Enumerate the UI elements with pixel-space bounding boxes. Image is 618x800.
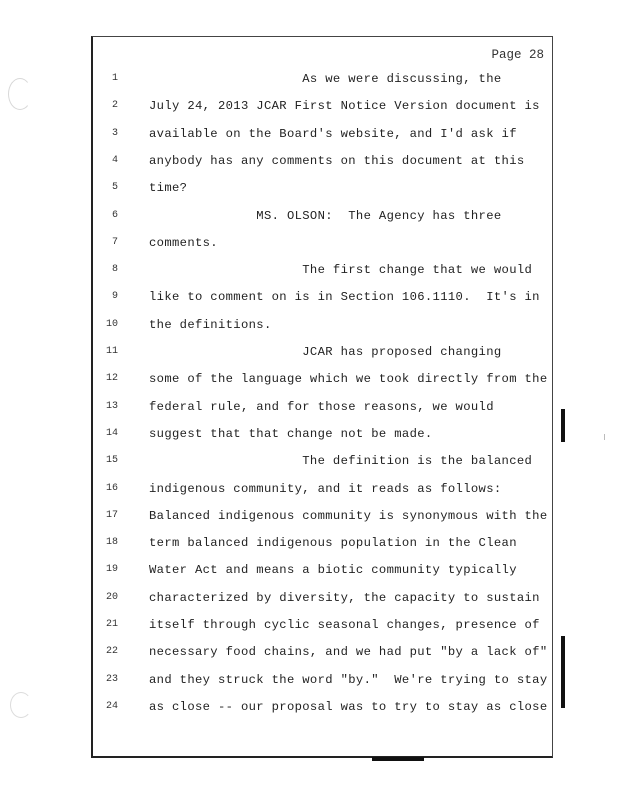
line-number: 10: [105, 318, 118, 330]
transcript-line: federal rule, and for those reasons, we would: [149, 399, 494, 414]
margin-bar-right-lower: [561, 636, 565, 708]
transcript-line: indigenous community, and it reads as follows:: [149, 481, 502, 496]
line-number: 15: [105, 455, 118, 467]
transcript-line: time?: [149, 181, 188, 196]
right-edge-dot: [604, 434, 605, 440]
line-number: 12: [105, 373, 118, 385]
transcript-line: term balanced indigenous population in the Clean: [149, 536, 517, 551]
scan-artifact-bottom-left: [10, 692, 32, 718]
transcript-line: available on the Board's website, and I'd ask if: [149, 126, 517, 141]
transcript-line: the definitions.: [149, 317, 272, 332]
transcript-line: As we were discussing, the: [149, 72, 502, 86]
line-number: 16: [105, 482, 118, 494]
transcript-line: Water Act and means a biotic community typically: [149, 563, 517, 578]
line-number: 14: [105, 427, 118, 439]
transcript-line: some of the language which we took directly from the: [149, 372, 548, 387]
bottom-edge-mark: [372, 757, 424, 761]
line-number: 3: [111, 127, 118, 139]
line-number: 21: [105, 619, 118, 630]
transcript-line: July 24, 2013 JCAR First Notice Version document is: [149, 99, 540, 114]
line-number: 13: [105, 400, 118, 412]
line-number: 5: [111, 182, 118, 194]
line-number: 2: [111, 100, 118, 112]
transcript-line: like to comment on is in Section 106.1110. It's in: [149, 290, 540, 305]
transcript-line: and they struck the word "by." We're trying to stay: [149, 672, 548, 687]
line-number: 18: [105, 537, 118, 549]
line-number: 17: [105, 509, 118, 521]
line-number: 7: [111, 236, 118, 248]
transcript-line: suggest that that change not be made.: [149, 426, 433, 441]
transcript-line: comments.: [149, 235, 218, 250]
transcript-line: itself through cyclic seasonal changes, presence of: [149, 618, 540, 632]
line-number: 8: [111, 264, 118, 276]
transcript-line: The definition is the balanced: [149, 454, 533, 469]
line-number: 19: [105, 564, 118, 576]
transcript-line: MS. OLSON: The Agency has three: [149, 208, 502, 223]
transcript-line: Balanced indigenous community is synonymous with the: [149, 508, 548, 523]
transcript-line: characterized by diversity, the capacity to sustain: [149, 590, 540, 605]
line-number: 9: [111, 291, 118, 303]
line-number: 4: [111, 154, 118, 166]
page-number: Page 28: [491, 48, 544, 62]
transcript-line: anybody has any comments on this document at this: [149, 153, 525, 168]
transcript-line: as close -- our proposal was to try to stay as close: [149, 699, 548, 714]
transcript-line: necessary food chains, and we had put "by a lack of": [149, 645, 548, 660]
line-number: 20: [105, 591, 118, 603]
line-number: 6: [111, 209, 118, 221]
transcript-line: JCAR has proposed changing: [149, 345, 502, 359]
line-number: 22: [105, 646, 118, 658]
scan-artifact-top-left: [8, 78, 32, 110]
line-number: 23: [105, 673, 118, 685]
margin-bar-right-upper: [561, 409, 565, 442]
transcript-line: The first change that we would: [149, 263, 533, 278]
line-number: 1: [111, 73, 118, 84]
line-number: 11: [105, 346, 118, 357]
line-number: 24: [105, 700, 118, 712]
